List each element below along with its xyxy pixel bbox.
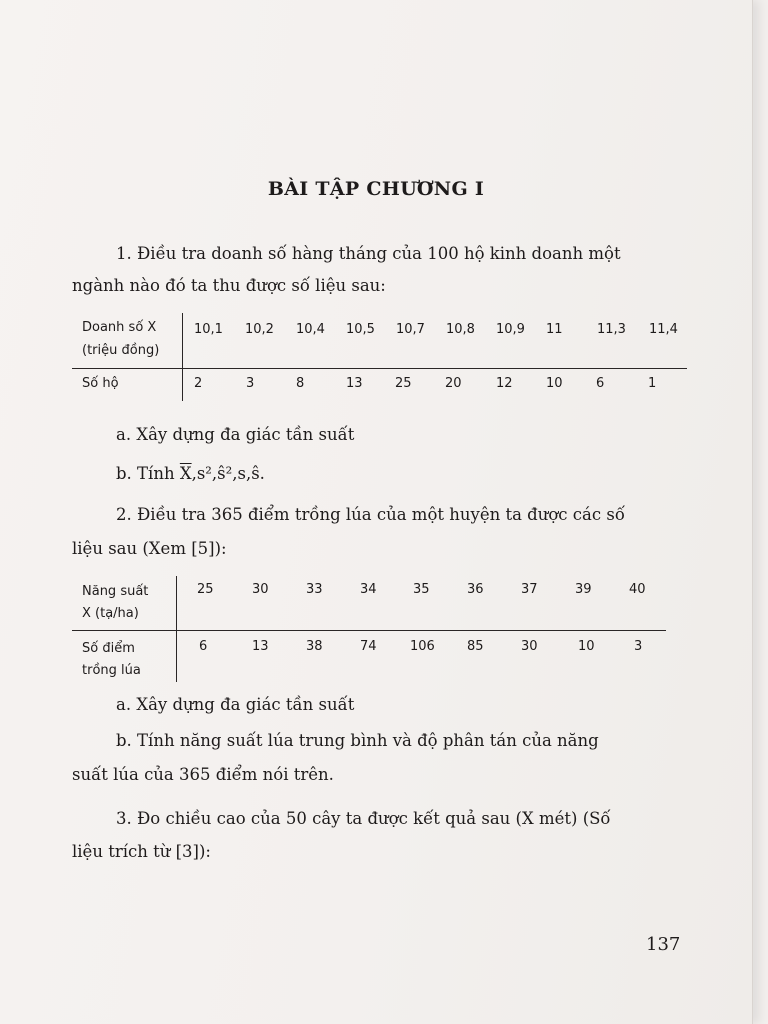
ex2-row1-label-b: X (tạ/ha) (82, 606, 139, 621)
ex2-count-value: 85 (467, 639, 484, 654)
ex1-count-value: 12 (496, 376, 513, 391)
ex2-x-value: 30 (252, 582, 269, 597)
ex2-row2-label-a: Số điểm (82, 641, 135, 656)
ex2-count-value: 10 (578, 639, 595, 654)
ex2-row2-label-b: trồng lúa (82, 663, 141, 678)
ex2-x-value: 33 (306, 582, 323, 597)
chapter-exercises-title: BÀI TẬP CHƯƠNG I (267, 178, 485, 200)
ex1-count-value: 8 (296, 376, 305, 391)
ex2-x-value: 37 (521, 582, 538, 597)
ex1-table-vdivider (182, 313, 183, 401)
ex3-text-line1: 3. Đo chiều cao của 50 cây ta được kết quả sau (X mét) (Số (116, 809, 611, 828)
ex1-count-value: 1 (648, 376, 657, 391)
ex2-text-line1: 2. Điều tra 365 điểm trồng lúa của một huyện ta được các số (116, 505, 625, 524)
ex2-row1-label-a: Năng suất (82, 584, 149, 599)
ex1-x-value: 10,8 (446, 322, 475, 337)
ex2-part-a: a. Xây dựng đa giác tần suất (116, 695, 355, 714)
ex1-table-hdivider (72, 368, 687, 369)
ex2-x-value: 35 (413, 582, 430, 597)
ex1-row1-label-b: (triệu đồng) (82, 343, 160, 358)
ex2-count-value: 30 (521, 639, 538, 654)
ex1-count-value: 20 (445, 376, 462, 391)
ex2-part-b-line1: b. Tính năng suất lúa trung bình và độ phân tán của năng (116, 731, 599, 750)
ex1-x-value: 11,4 (649, 322, 678, 337)
ex1-text-line2: ngành nào đó ta thu được số liệu sau: (72, 276, 386, 295)
ex1-count-value: 2 (194, 376, 203, 391)
ex1-part-a: a. Xây dựng đa giác tần suất (116, 425, 355, 444)
ex1-x-value: 10,5 (346, 322, 375, 337)
ex2-count-value: 6 (199, 639, 208, 654)
ex1-part-b-xbar: $\overline{X}$ (179, 464, 192, 483)
ex2-table-hdivider (72, 630, 666, 631)
ex1-count-value: 10 (546, 376, 563, 391)
ex2-text-line2: liệu sau (Xem [5]): (72, 539, 227, 558)
ex1-x-value: 10,1 (194, 322, 223, 337)
ex1-count-value: 13 (346, 376, 363, 391)
ex1-count-value: 25 (395, 376, 412, 391)
ex1-x-value: 10,2 (245, 322, 274, 337)
ex2-x-value: 39 (575, 582, 592, 597)
ex1-part-b (116, 458, 726, 490)
ex1-text-line1: 1. Điều tra doanh số hàng tháng của 100 hộ kinh doanh một (116, 244, 621, 263)
ex2-count-value: 74 (360, 639, 377, 654)
ex1-part-b-prefix: b. Tính (116, 464, 180, 483)
ex2-x-value: 40 (629, 582, 646, 597)
ex1-x-value: 10,9 (496, 322, 525, 337)
ex1-x-value: 10,4 (296, 322, 325, 337)
ex2-part-b-line2: suất lúa của 365 điểm nói trên. (72, 765, 334, 784)
ex3-text-line2: liệu trích từ [3]): (72, 842, 211, 861)
ex1-x-value: 11,3 (597, 322, 626, 337)
ex1-count-value: 6 (596, 376, 605, 391)
ex1-count-value: 3 (246, 376, 255, 391)
ex2-x-value: 36 (467, 582, 484, 597)
ex1-part-b-rest: ,s²,ŝ²,s,ŝ. (191, 464, 265, 483)
ex2-count-value: 106 (410, 639, 435, 654)
ex1-x-value: 11 (546, 322, 563, 337)
ex2-x-value: 25 (197, 582, 214, 597)
ex1-row2-label: Số hộ (82, 376, 119, 391)
ex1-row1-label-a: Doanh số X (82, 320, 157, 335)
page-number: 137 (646, 934, 681, 955)
ex2-count-value: 38 (306, 639, 323, 654)
ex2-count-value: 3 (634, 639, 643, 654)
ex2-count-value: 13 (252, 639, 269, 654)
ex2-x-value: 34 (360, 582, 377, 597)
ex1-x-value: 10,7 (396, 322, 425, 337)
ex2-table-vdivider (176, 576, 177, 682)
